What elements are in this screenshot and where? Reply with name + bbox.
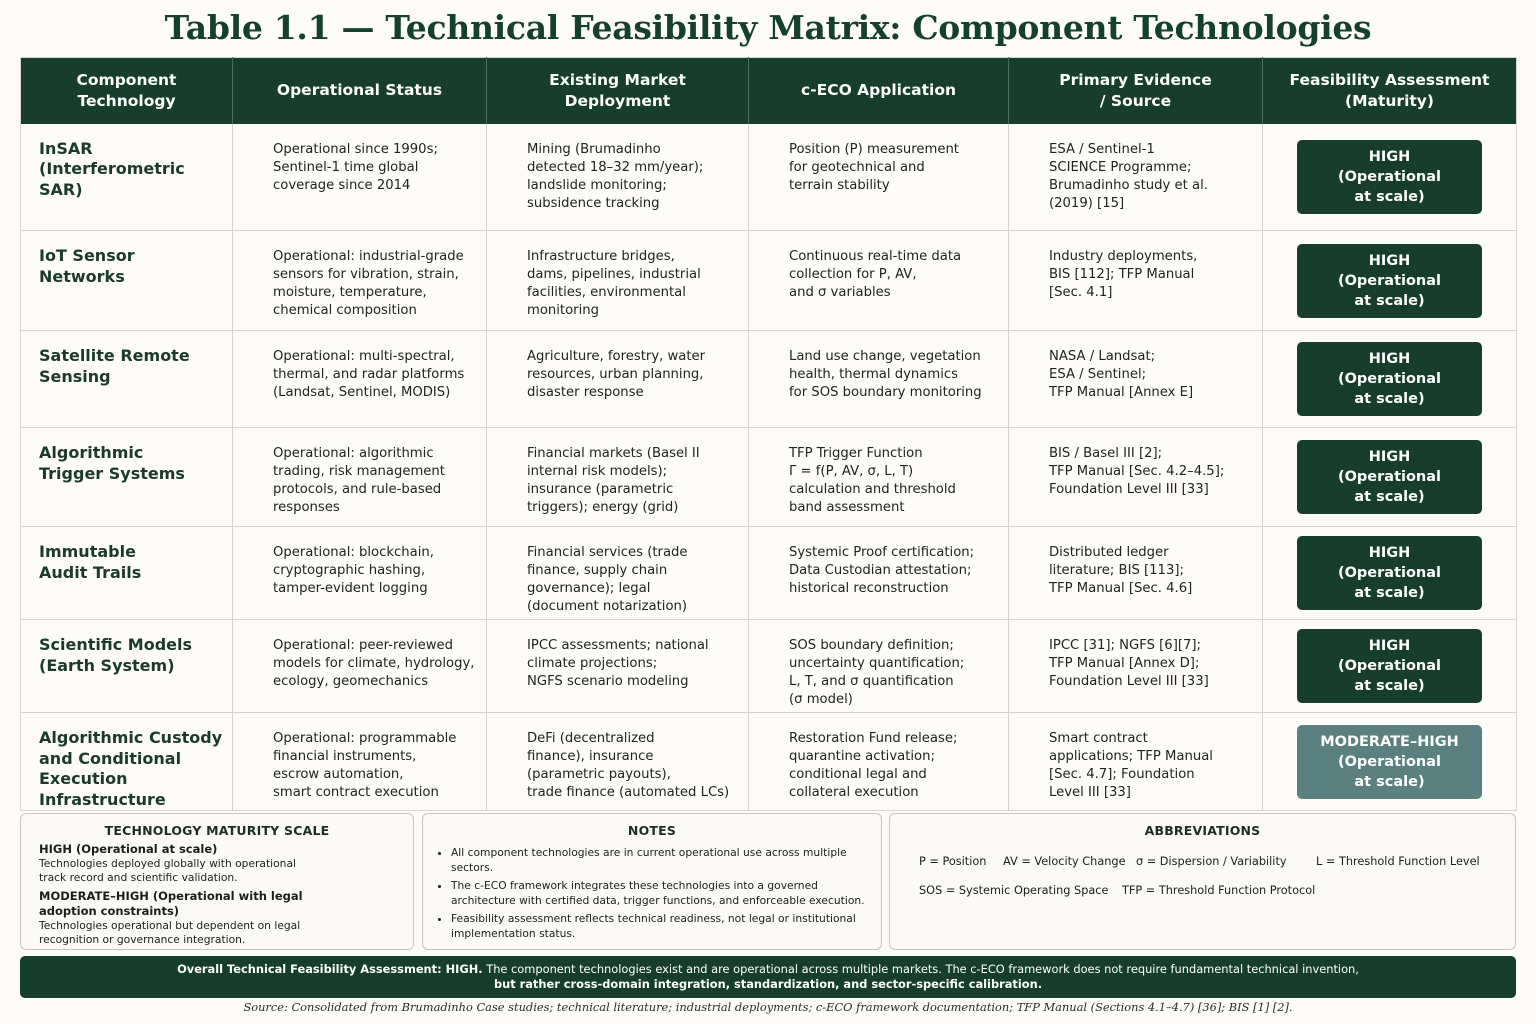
status-cell: Operational: programmable financial instruments, escrow automation, smart contract execution	[233, 713, 487, 811]
overall-assessment-banner	[20, 956, 1516, 998]
summary-line2: but rather cross-domain integration, standardization, and sector-specific calibration.	[493, 976, 1043, 991]
abbreviations-panel	[889, 813, 1516, 950]
status-cell: Operational: industrial-grade sensors for vibration, strain, moisture, temperature, chemical composition	[233, 231, 487, 331]
maturity-scale-panel	[20, 813, 414, 950]
evidence-cell: Distributed ledger literature; BIS [113]; TFP Manual [Sec. 4.6]	[1009, 527, 1263, 620]
feasibility-badge: HIGH (Operational at scale)	[1297, 536, 1482, 610]
source-citation: Source: Consolidated from Brumadinho Case studies; technical literature; industrial deployments; c-ECO framework documentation; TFP Manual (Sections 4.1–4.7) [36]; BIS [1] [2].	[243, 1000, 1293, 1014]
abbreviation-item: L = Threshold Function Level	[1316, 855, 1480, 868]
abbreviations-heading: ABBREVIATIONS	[1144, 823, 1261, 838]
table-header-row	[21, 58, 1517, 124]
application-cell: Position (P) measurement for geotechnical and terrain stability	[749, 124, 1009, 231]
feasibility-cell	[1263, 231, 1517, 331]
note-item: • All component technologies are in current operational use across multiple sectors.	[451, 846, 881, 875]
note-item: • Feasibility assessment reflects technical readiness, not legal or institutional implementation status.	[451, 912, 881, 941]
column-header: Feasibility Assessment (Maturity)	[1263, 58, 1517, 124]
feasibility-badge: HIGH (Operational at scale)	[1297, 629, 1482, 703]
feasibility-cell	[1263, 527, 1517, 620]
component-cell: Immutable Audit Trails	[21, 527, 233, 620]
column-header: Component Technology	[21, 58, 233, 124]
status-cell: Operational since 1990s; Sentinel-1 time global coverage since 2014	[233, 124, 487, 231]
component-cell: InSAR (Interferometric SAR)	[21, 124, 233, 231]
note-item: • The c-ECO framework integrates these technologies into a governed architecture with certified data, trigger functions, and enforceable execution.	[451, 879, 881, 908]
feasibility-badge: HIGH (Operational at scale)	[1297, 140, 1482, 214]
abbreviation-item: P = Position	[919, 855, 987, 868]
market-cell: DeFi (decentralized finance), insurance (parametric payouts), trade finance (automated LCs)	[487, 713, 749, 811]
market-cell: Mining (Brumadinho detected 18–32 mm/year); landslide monitoring; subsidence tracking	[487, 124, 749, 231]
maturity-level-label: MODERATE–HIGH (Operational with legal adoption constraints)	[39, 889, 303, 918]
notes-heading: NOTES	[627, 823, 677, 838]
market-cell: Agriculture, forestry, water resources, urban planning, disaster response	[487, 331, 749, 428]
component-cell: Algorithmic Custody and Conditional Execution Infrastructure	[21, 713, 233, 811]
table-row	[21, 527, 1517, 620]
column-header: c-ECO Application	[749, 58, 1009, 124]
market-cell: Financial services (trade finance, supply chain governance); legal (document notarization)	[487, 527, 749, 620]
feasibility-cell	[1263, 713, 1517, 811]
evidence-cell: ESA / Sentinel-1 SCIENCE Programme; Brumadinho study et al. (2019) [15]	[1009, 124, 1263, 231]
feasibility-badge: MODERATE–HIGH (Operational at scale)	[1297, 725, 1482, 799]
status-cell: Operational: blockchain, cryptographic hashing, tamper-evident logging	[233, 527, 487, 620]
market-cell: IPCC assessments; national climate projections; NGFS scenario modeling	[487, 620, 749, 713]
summary-text: The component technologies exist and are operational across multiple markets. The c-ECO framework does not require fundamental technical invention,	[482, 962, 1359, 976]
column-header: Primary Evidence / Source	[1009, 58, 1263, 124]
status-cell: Operational: multi-spectral, thermal, and radar platforms (Landsat, Sentinel, MODIS)	[233, 331, 487, 428]
market-cell: Infrastructure bridges, dams, pipelines, industrial facilities, environmental monitoring	[487, 231, 749, 331]
application-cell: Continuous real-time data collection for P, AV, and σ variables	[749, 231, 1009, 331]
feasibility-badge: HIGH (Operational at scale)	[1297, 342, 1482, 416]
table-row	[21, 428, 1517, 527]
evidence-cell: Industry deployments, BIS [112]; TFP Manual [Sec. 4.1]	[1009, 231, 1263, 331]
abbreviation-item: AV = Velocity Change	[1003, 855, 1126, 868]
application-cell: TFP Trigger Function Γ = f(P, AV, σ, L, T) calculation and threshold band assessment	[749, 428, 1009, 527]
table-row	[21, 331, 1517, 428]
feasibility-cell	[1263, 331, 1517, 428]
status-cell: Operational: algorithmic trading, risk management protocols, and rule-based responses	[233, 428, 487, 527]
feasibility-cell	[1263, 124, 1517, 231]
market-cell: Financial markets (Basel II internal risk models); insurance (parametric triggers); energy (grid)	[487, 428, 749, 527]
evidence-cell: BIS / Basel III [2]; TFP Manual [Sec. 4.2–4.5]; Foundation Level III [33]	[1009, 428, 1263, 527]
application-cell: SOS boundary definition; uncertainty quantification; L, T, and σ quantification (σ model)	[749, 620, 1009, 713]
feasibility-badge: HIGH (Operational at scale)	[1297, 440, 1482, 514]
status-cell: Operational: peer-reviewed models for climate, hydrology, ecology, geomechanics	[233, 620, 487, 713]
feasibility-badge: HIGH (Operational at scale)	[1297, 244, 1482, 318]
column-header: Operational Status	[233, 58, 487, 124]
abbreviation-item: σ = Dispersion / Variability	[1136, 855, 1287, 868]
table-row	[21, 620, 1517, 713]
evidence-cell: Smart contract applications; TFP Manual [Sec. 4.7]; Foundation Level III [33]	[1009, 713, 1263, 811]
evidence-cell: NASA / Landsat; ESA / Sentinel; TFP Manual [Annex E]	[1009, 331, 1263, 428]
feasibility-matrix-table	[20, 57, 1517, 811]
maturity-scale-heading: TECHNOLOGY MATURITY SCALE	[104, 823, 330, 838]
application-cell: Restoration Fund release; quarantine activation; conditional legal and collateral execution	[749, 713, 1009, 811]
feasibility-cell	[1263, 620, 1517, 713]
page-title: Table 1.1 — Technical Feasibility Matrix: Component Technologies	[164, 8, 1372, 47]
summary-lead: Overall Technical Feasibility Assessment: HIGH.	[177, 962, 483, 976]
table-row	[21, 713, 1517, 811]
application-cell: Systemic Proof certification; Data Custodian attestation; historical reconstruction	[749, 527, 1009, 620]
abbreviation-item: SOS = Systemic Operating Space	[919, 884, 1109, 897]
notes-list	[451, 846, 881, 941]
table-row	[21, 124, 1517, 231]
abbreviation-item: TFP = Threshold Function Protocol	[1122, 884, 1316, 897]
column-header: Existing Market Deployment	[487, 58, 749, 124]
component-cell: Algorithmic Trigger Systems	[21, 428, 233, 527]
feasibility-cell	[1263, 428, 1517, 527]
application-cell: Land use change, vegetation health, thermal dynamics for SOS boundary monitoring	[749, 331, 1009, 428]
maturity-level-label: HIGH (Operational at scale)	[39, 842, 218, 856]
component-cell: Satellite Remote Sensing	[21, 331, 233, 428]
table-row	[21, 231, 1517, 331]
maturity-level-desc: Technologies deployed globally with operational track record and scientific validation.	[39, 857, 296, 884]
maturity-level-desc: Technologies operational but dependent on legal recognition or governance integration.	[39, 919, 301, 946]
notes-panel	[422, 813, 882, 950]
component-cell: IoT Sensor Networks	[21, 231, 233, 331]
evidence-cell: IPCC [31]; NGFS [6][7]; TFP Manual [Annex D]; Foundation Level III [33]	[1009, 620, 1263, 713]
component-cell: Scientific Models (Earth System)	[21, 620, 233, 713]
